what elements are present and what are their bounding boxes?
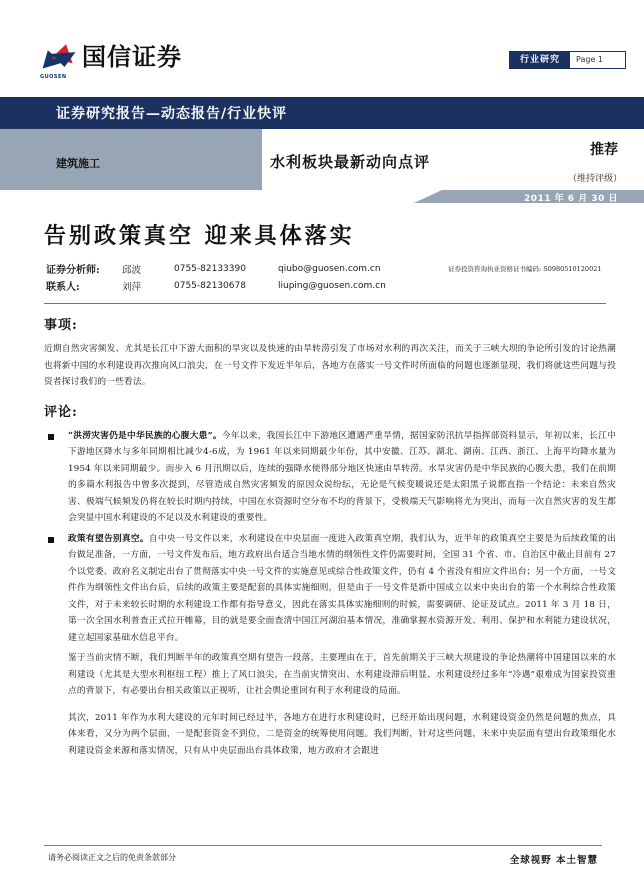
contact-phone: 0755-82130678	[174, 280, 246, 291]
date-ribbon	[0, 190, 644, 203]
publish-date: 2011 年 6 月 30 日	[523, 194, 618, 204]
guosen-diamond-icon	[40, 44, 76, 80]
contact-certificate	[448, 277, 601, 294]
rating-note: （维持评级）	[567, 174, 622, 184]
contact-email[interactable]: liuping@guosen.com.cn	[278, 280, 386, 291]
page-tag	[509, 51, 626, 69]
report-type-title: 证券研究报告—动态报告/行业快评	[56, 106, 288, 122]
matters-paragraph: 近期自然灾害频发、尤其是长江中下游大面积的旱灾以及快速的由旱转涝引发了市场对水利的再次关注，而关于三峡大坝的争论所引发的讨论热潮也将新中国的水利建设再次推向风口浪尖，在一号文件下发近半年后，各地方在落实一号文件时所面临的问题也逐渐显现，我们将就这些问题与投资者探讨我们的一些看法。	[44, 344, 616, 387]
report-meta-band	[0, 129, 644, 190]
page-footer	[0, 845, 644, 891]
analyst-certificate: 证券投资咨询执业资格证书编码: S0980510120021	[448, 265, 602, 273]
analyst-name: 邱波	[122, 264, 142, 276]
analyst-table	[46, 260, 601, 294]
bullet-one-title: “洪涝灾害仍是中华民族的心腹大患”。	[68, 430, 222, 441]
section-heading-matters: 事项:	[44, 318, 78, 333]
document-subtitle: 水利板块最新动向点评	[270, 153, 431, 171]
divider	[44, 303, 606, 304]
disclaimer-note: 请务必阅读正文之后的免责条款部分	[48, 853, 176, 862]
bullet-two-title: 政策有望告别真空。	[68, 533, 149, 544]
bullet-one-text	[68, 428, 616, 527]
table-row	[46, 260, 601, 277]
list-item	[44, 428, 616, 527]
bullet-one-body: 今年以来，我国长江中下游地区遭遇严重旱情，据国家防汛抗旱指挥部资料显示，年初以来，长江中下游地区降水与多年同期相比减少4-6成，为 1961 年以来同期最少年份，其中安徽、江苏、湖北、湖南、江西、浙江、上海平均降水量为 1954 年以来同期最少。而步入 6 月汛期以后，连续的强降水使得部分地区快速由旱转涝。水旱灾害仍是中华民族的心腹大患，我们在前期的多篇水利报告中曾多次提到，尽管造成自然灾害频发的原因众说纷纭，无论是气候变暖说还是太阳黑子说都直指一个结论：未来自然灾害、极端气候频发仍将在较长时期内持续，中国在水资源时空分布不均的背景下，受极端天气影响将尤为突出，而每一次自然灾害的发生都会突显中国水利建设的不足以及水利建设的重要性。	[68, 430, 616, 523]
bullet-two-text	[68, 531, 616, 647]
analyst-role: 证券分析师:	[46, 265, 100, 276]
sector-label: 建筑施工	[56, 157, 100, 170]
page-title: 告别政策真空 迎来具体落实	[44, 223, 355, 249]
square-bullet-icon	[48, 537, 54, 543]
paragraph-three: 鉴于当前灾情不断，我们判断半年的政策真空期有望告一段落，主要理由在于，首先前期关于三峡大坝建设的争论热潮将中国建国以来的水利建设（尤其是大型水利枢纽工程）推上了风口浪尖，在当前灾情突出、水利建设滞后明显、水利建设经过多年“冷遇”艰难成为国家投资重点的背景下，有必要出台相关政策以正视听，让社会舆论重回有利于水利建设的局面。	[68, 653, 616, 696]
logo-wordmark: 国信证券	[82, 42, 182, 71]
report-body	[0, 219, 644, 759]
bullet-two-body: 自中央一号文件以来，水利建设在中央层面一度进入政策真空期，我们认为，近半年的政策真空主要是为后续政策的出台做足准备，一方面，一号文件发布后，地方政府出台适合当地水情的纲领性文件仍需要时间，全国 31 个省、市、自治区中截止目前有 27 个以党委、政府名义制定出台了贯彻落实中央一号文件的实施意见或综合性政策文件，仍有 4 个省没有相应文件出台；另一个方面，一号文件作为纲领性文件出台后，后续的政策主要是配套的具体实施细则，但是由于一号文件是新中国成立以来中央出台的第一个水利综合性政策文件，对于未来较长时期的水利建设工作都有指导意义，因此在落实具体实施细则的时候，需要调研、论证及试点。2011 年 3 月 18 日，第一次全国水利普查正式拉开帷幕，目的就是要全面查清中国江河湖泊基本情况，准确掌握水资源开发、利用、保护和水利能力建设状况，建立起国家基础水信息平台。	[68, 533, 616, 643]
contact-role: 联系人:	[46, 282, 80, 293]
rating-badge: 推荐	[590, 142, 618, 158]
research-type-label: 行业研究	[510, 52, 570, 68]
brand-logo	[40, 42, 182, 80]
list-item	[44, 531, 616, 647]
company-slogan: 全球视野 本土智慧	[509, 855, 598, 866]
section-heading-comments: 评论:	[44, 404, 78, 420]
analyst-phone: 0755-82133390	[174, 263, 246, 274]
logo-subtext: GUOSEN	[40, 74, 67, 80]
analyst-email[interactable]: qiubo@guosen.com.cn	[278, 263, 381, 274]
page-number-label: Page 1	[570, 52, 625, 68]
contact-name: 刘萍	[122, 281, 142, 293]
report-type-bar	[0, 97, 644, 129]
table-row	[46, 277, 601, 294]
paragraph-four: 其次，2011 年作为水利大建设的元年时间已经过半，各地方在进行水利建设时，已经开始出现问题，水利建设资金仍然是问题的焦点，具体来看，又分为两个层面，一是配套资金不到位，二是资金的统筹使用问题。我们判断，针对这些问题，未来中央层面有望出台政策细化水利建设资金来源和落实情况，只有从中央层面出台具体政策，地方政府才会跟进	[68, 712, 616, 756]
top-strip	[0, 0, 644, 97]
square-bullet-icon	[48, 434, 54, 440]
